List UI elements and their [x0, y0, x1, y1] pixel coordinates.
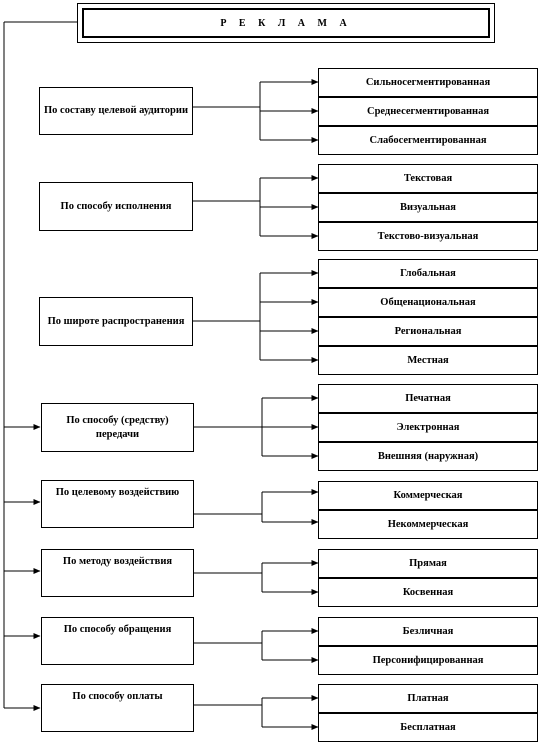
item-box: Бесплатная: [318, 713, 538, 742]
item-box: Глобальная: [318, 259, 538, 288]
category-box-execution: По способу исполнения: [39, 182, 193, 231]
item-box: Коммерческая: [318, 481, 538, 510]
item-box: Слабосегментированная: [318, 126, 538, 155]
item-box: Текстово-визуальная: [318, 222, 538, 251]
item-box: Косвенная: [318, 578, 538, 607]
item-box: Региональная: [318, 317, 538, 346]
item-box: Безличная: [318, 617, 538, 646]
item-box: Среднесегментированная: [318, 97, 538, 126]
category-box-audience: По составу целевой аудитории: [39, 87, 193, 135]
category-box-payment: По способу оплаты: [41, 684, 194, 732]
item-box: Текстовая: [318, 164, 538, 193]
item-box: Печатная: [318, 384, 538, 413]
item-box: Некоммерческая: [318, 510, 538, 539]
item-box: Прямая: [318, 549, 538, 578]
category-box-address: По способу обращения: [41, 617, 194, 665]
category-box-purpose: По целевому воздействию: [41, 480, 194, 528]
category-box-method: По методу воздействия: [41, 549, 194, 597]
diagram-title: Р Е К Л А М А: [82, 8, 490, 38]
item-box: Визуальная: [318, 193, 538, 222]
title-box: [77, 3, 495, 43]
category-box-medium: По способу (средству) передачи: [41, 403, 194, 452]
category-box-coverage: По широте распространения: [39, 297, 193, 346]
item-box: Сильносегментированная: [318, 68, 538, 97]
item-box: Общенациональная: [318, 288, 538, 317]
item-box: Внешняя (наружная): [318, 442, 538, 471]
item-box: Персонифицированная: [318, 646, 538, 675]
item-box: Местная: [318, 346, 538, 375]
item-box: Платная: [318, 684, 538, 713]
item-box: Электронная: [318, 413, 538, 442]
